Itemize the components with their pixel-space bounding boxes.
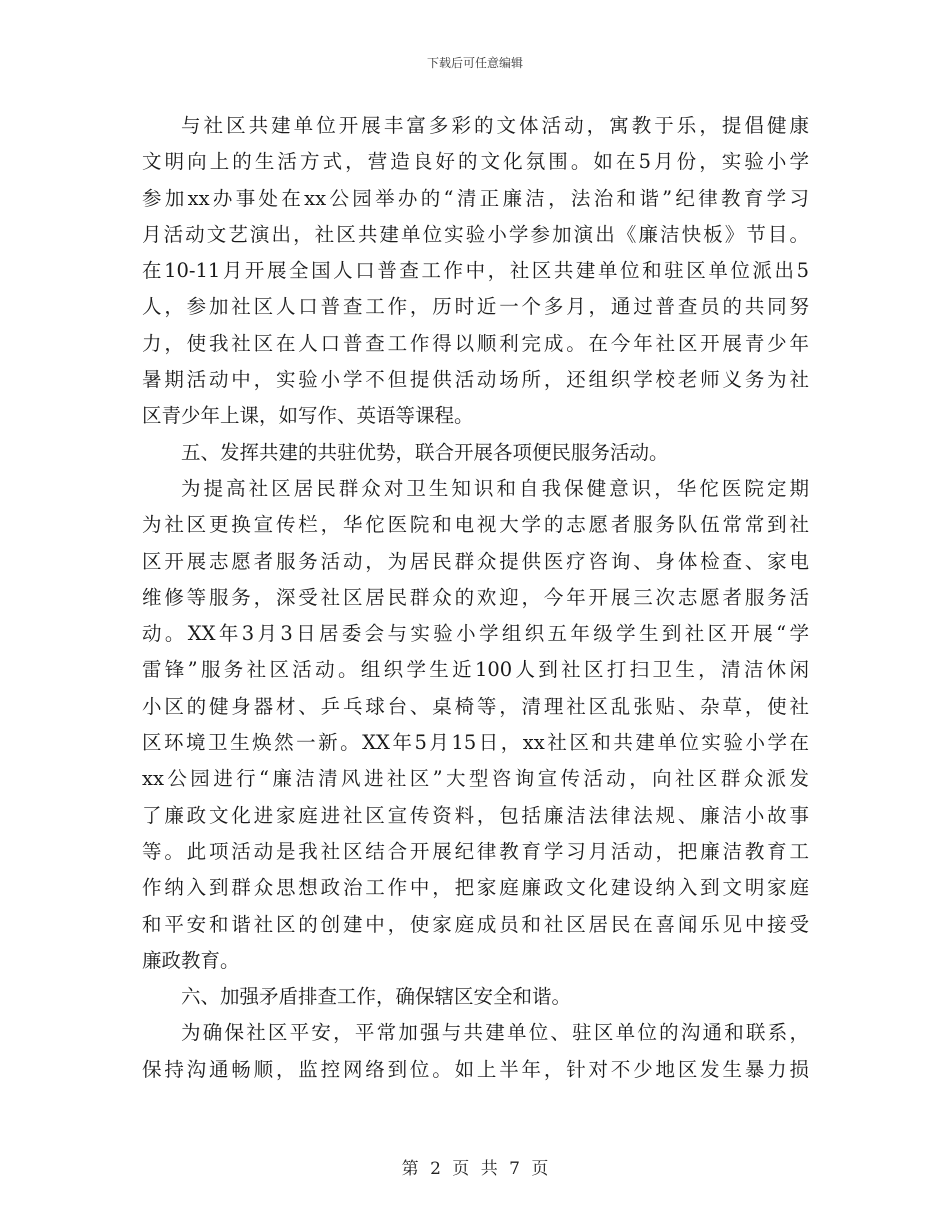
text-line: 六、加强矛盾排查工作，确保辖区安全和谐。 xyxy=(181,985,572,1009)
text-line: 了廉政文化进家庭进社区宣传资料，包括廉洁法律法规、廉洁小故事 xyxy=(142,803,809,827)
text-line: 等。此项活动是我社区结合开展纪律教育学习月活动，把廉洁教育工 xyxy=(142,839,809,863)
document-body xyxy=(142,108,809,1088)
text-line: 和平安和谐社区的创建中，使家庭成员和社区居民在喜闻乐见中接受 xyxy=(142,912,809,936)
text-line: 为提高社区居民群众对卫生知识和自我保健意识，华佗医院定期 xyxy=(181,476,809,500)
text-line: 雷锋”服务社区活动。组织学生近100人到社区打扫卫生，清洁休闲 xyxy=(142,658,809,682)
text-line: 文明向上的生活方式，营造良好的文化氛围。如在5月份，实验小学 xyxy=(142,150,809,174)
text-line: 小区的健身器材、乒乓球台、桌椅等，清理社区乱张贴、杂草，使社 xyxy=(142,694,809,718)
text-line: 五、发挥共建的共驻优势，联合开展各项便民服务活动。 xyxy=(181,440,669,464)
text-line: 为社区更换宣传栏，华佗医院和电视大学的志愿者服务队伍常常到社 xyxy=(142,513,809,537)
text-line: 与社区共建单位开展丰富多彩的文体活动，寓教于乐，提倡健康 xyxy=(181,114,809,137)
text-line: 月活动文艺演出，社区共建单位实验小学参加演出《廉洁快板》节目。 xyxy=(142,222,809,246)
text-line: 廉政教育。 xyxy=(142,948,240,972)
text-line: 区青少年上课，如写作、英语等课程。 xyxy=(142,404,474,428)
text-line: 人，参加社区人口普查工作，历时近一个多月，通过普查员的共同努 xyxy=(142,295,809,319)
text-line: 作纳入到群众思想政治工作中，把家庭廉政文化建设纳入到文明家庭 xyxy=(142,876,809,900)
text-line: 保持沟通畅顺，监控网络到位。如上半年，针对不少地区发生暴力损 xyxy=(142,1057,809,1081)
page-number-footer: 第 2 页 共 7 页 xyxy=(401,1159,549,1179)
text-line: 为确保社区平安，平常加强与共建单位、驻区单位的沟通和联系， xyxy=(181,1021,809,1045)
text-line: 区开展志愿者服务活动，为居民群众提供医疗咨询、身体检查、家电 xyxy=(142,549,809,573)
text-line: 参加xx办事处在xx公园举办的“清正廉洁，法治和谐”纪律教育学习 xyxy=(142,186,809,210)
text-line: 力，使我社区在人口普查工作得以顺利完成。在今年社区开展青少年 xyxy=(142,331,809,355)
page-header-note: 下载后可任意编辑 xyxy=(426,56,523,70)
text-line: 维修等服务，深受社区居民群众的欢迎，今年开展三次志愿者服务活 xyxy=(142,585,809,609)
text-line: 暑期活动中，实验小学不但提供活动场所，还组织学校老师义务为社 xyxy=(142,368,809,392)
text-line: xx公园进行“廉洁清风进社区”大型咨询宣传活动，向社区群众派发 xyxy=(142,767,809,791)
text-line: 动。XX年3月3日居委会与实验小学组织五年级学生到社区开展“学 xyxy=(142,622,809,646)
text-line: 区环境卫生焕然一新。XX年5月15日，xx社区和共建单位实验小学在 xyxy=(142,731,809,755)
text-line: 在10-11月开展全国人口普查工作中，社区共建单位和驻区单位派出5 xyxy=(142,259,809,283)
